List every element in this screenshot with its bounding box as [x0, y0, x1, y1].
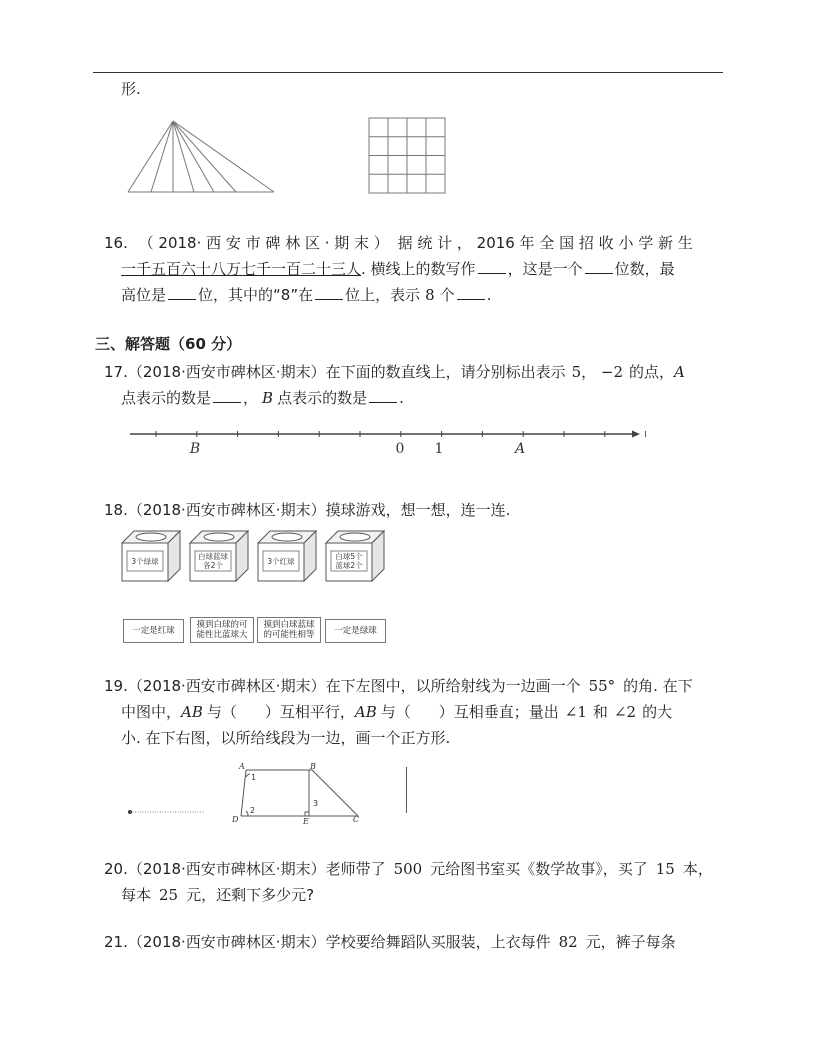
answer-blank[interactable]: [369, 388, 397, 403]
answer-blank[interactable]: [457, 285, 485, 300]
q16-underlined-number: 一千五百六十八万七千一百二十三人: [121, 260, 362, 278]
svg-text:A: A: [239, 762, 245, 771]
grid-figure: [368, 117, 448, 195]
q19-line3: 小. 在下右图，以所给线段为一边，画一个正方形.: [121, 729, 451, 747]
svg-text:E: E: [303, 817, 309, 824]
answer-blank[interactable]: [315, 285, 343, 300]
numberline-label-b: B: [189, 441, 201, 457]
answer-blank[interactable]: [585, 259, 613, 274]
q16-line2: 一千五百六十八万七千一百二十三人. 横线上的数写作 ，这是一个 位数，最: [121, 260, 675, 278]
ball-box-label: 3个绿球: [131, 557, 159, 566]
q20-line1: 20.（2018·西安市碑林区·期末）老师带了 500 元给图书室买《数学故事》，买了 15 本，: [104, 860, 713, 878]
ball-box-label: 白球蓝球: [198, 552, 228, 561]
q16-line3: 高位是 位，其中的“8”在 位上，表示 8 个 .: [121, 286, 492, 304]
numberline-label-a: A: [514, 441, 526, 457]
q16-source: （ 2018· 西 安 市 碑 林 区 · 期 末 ）: [138, 234, 389, 252]
answer-card-1[interactable]: 一定是红球: [123, 619, 184, 643]
q17-line2: 点表示的数是 ， B 点表示的数是 .: [121, 389, 404, 407]
q17-line1: 17.（2018·西安市碑林区·期末）在下面的数直线上，请分别标出表示 5， −2 的点，A: [104, 363, 685, 381]
q16-line1: [104, 233, 693, 253]
q16-number: 16.: [104, 234, 128, 252]
ball-boxes: [120, 529, 390, 585]
answer-blank[interactable]: [478, 259, 506, 274]
ball-box-label: 白球5个: [335, 552, 363, 561]
section-title: 三、解答题（60 分）: [95, 335, 242, 353]
numberline-label-0: 0: [395, 441, 405, 457]
ball-box-label: 各2个: [203, 561, 223, 570]
answer-card-3[interactable]: 摸到白球蓝球 的可能性相等: [257, 617, 321, 643]
q18-line1: 18.（2018·西安市碑林区·期末）摸球游戏，想一想，连一连.: [104, 501, 511, 519]
header-rule: [93, 72, 723, 73]
trapezoid-figure: [226, 758, 366, 824]
q20-line2: 每本 25 元，还剩下多少元?: [121, 886, 315, 904]
q16-text: 据 统 计 ， 2016 年 全 国 招 收 小 学 新 生: [397, 234, 693, 252]
ball-box: [258, 531, 316, 581]
ball-box: [190, 531, 248, 581]
ray-figure: [126, 806, 206, 818]
answer-blank[interactable]: [168, 285, 196, 300]
q21-line1: 21.（2018·西安市碑林区·期末）学校要给舞蹈队买服装，上衣每件 82 元，裤子每条: [104, 933, 676, 951]
answer-card-2[interactable]: 摸到白球的可 能性比蓝球大: [190, 617, 254, 643]
svg-text:1: 1: [251, 773, 257, 782]
segment-figure: [406, 767, 407, 813]
answer-card-4[interactable]: 一定是绿球: [325, 619, 386, 643]
answer-blank[interactable]: [213, 388, 241, 403]
ball-box-label: 3个红球: [267, 557, 295, 566]
svg-text:2: 2: [250, 806, 256, 815]
arrow-right-icon: [632, 431, 640, 438]
ball-box: [122, 531, 180, 581]
q15-tail: 形.: [121, 80, 141, 98]
triangle-figure: [126, 118, 276, 194]
numberline-label-1: 1: [434, 441, 444, 457]
number-line: [126, 424, 646, 458]
svg-text:3: 3: [313, 799, 319, 808]
svg-text:D: D: [232, 815, 239, 824]
q19-line1: 19.（2018·西安市碑林区·期末）在下左图中，以所给射线为一边画一个 55° 的角. 在下: [104, 677, 693, 695]
svg-text:C: C: [353, 815, 360, 824]
svg-text:B: B: [310, 762, 316, 771]
q19-line2: 中图中，AB 与（ ）互相平行，AB 与（ ）互相垂直；量出 ∠1 和 ∠2 的大: [121, 703, 673, 721]
ball-box: [326, 531, 384, 581]
ball-box-label: 蓝球2个: [335, 561, 363, 570]
